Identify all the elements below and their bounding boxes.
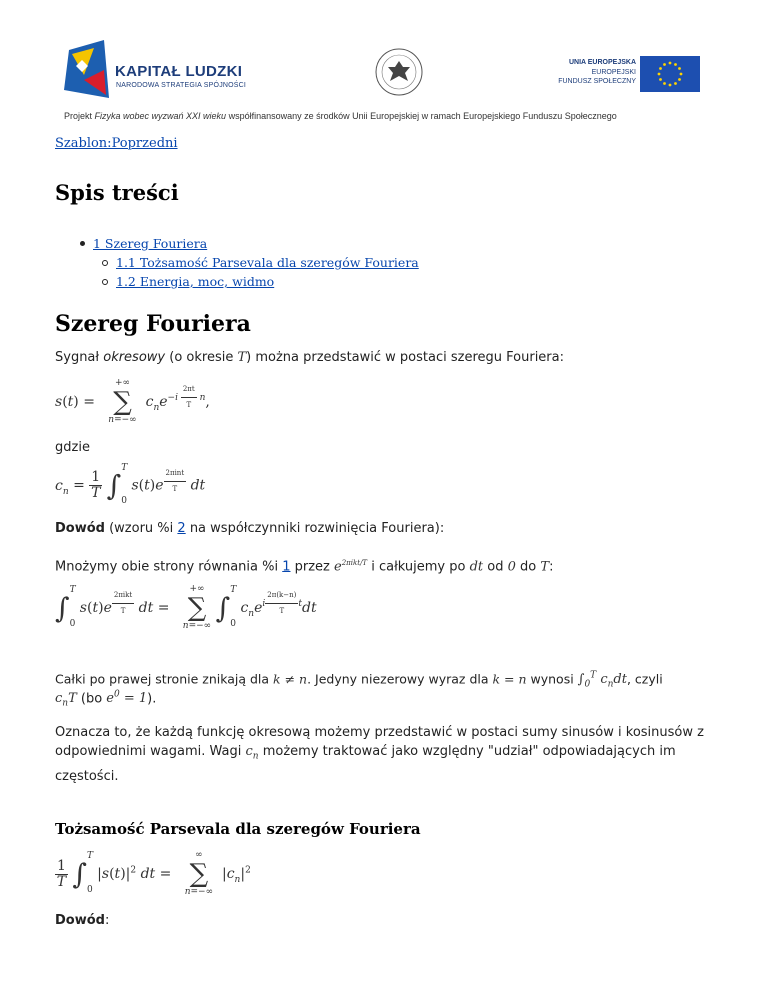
- integrals-paragraph-line1: Całki po prawej stronie znikają dla k ≠ n. Jedyny niezerowy wyraz dla k = n wynosi $\int_0^T$ $c_ndt$, czyli: [55, 671, 663, 690]
- eu-flag: [640, 56, 700, 92]
- kapital-ludzki-subtitle: NARODOWA STRATEGIA SPÓJNOŚCI: [116, 82, 247, 89]
- intro-paragraph: Sygnał okresowy (o okresie T) można przedstawić w postaci szeregu Fouriera:: [55, 350, 564, 365]
- where-text: gdzie: [55, 440, 90, 455]
- meaning-paragraph: Oznacza to, że każdą funkcję okresową możemy przedstawić w postaci sumy sinusów i kosinusów z odpowiednimi wagami. Wagi $c_n$ możemy traktować jako względny "udział" odpowiadających im częstości.: [55, 725, 704, 784]
- toc-link-szereg-fouriera[interactable]: 1 Szereg Fouriera: [93, 236, 208, 251]
- table-of-contents: [80, 234, 419, 291]
- toc-item: [80, 234, 419, 253]
- proof-paragraph: Dowód (wzoru %i 2 na współczynniki rozwinięcia Fouriera):: [55, 521, 445, 536]
- section-heading-szereg-fouriera: Szereg Fouriera: [55, 311, 251, 337]
- multiply-paragraph: Mnożymy obie strony równania %i 1 przez $e^{2\pi ikt/T}$ i całkujemy po dt od 0 do T:: [55, 559, 554, 575]
- equation-integral-expansion: ∫$^T_0$ s(t)e $^{\frac{\text{2πikt}}{T}}$ dt = +∞ ∑ n=−∞ ∫$^T_0$ $c_ne^{i \frac{2\pi(k-n)}{T} t}dt$: [55, 584, 317, 631]
- section-heading-parseval: Tożsamość Parsevala dla szeregów Fouriera: [55, 820, 421, 838]
- project-funding-line: Projekt Fizyka wobec wyzwań XXI wieku współfinansowany ze środków Unii Europejskiej w ramach Europejskiego Funduszu Społecznego: [64, 111, 617, 121]
- toc-link-parseval[interactable]: 1.1 Tożsamość Parsevala dla szeregów Fouriera: [116, 255, 419, 270]
- equation-fourier-series: s(t) = +∞ ∑ n=−∞ $c_ne^{-i \frac{2\pi t}{T} n}$,: [55, 378, 210, 425]
- university-seal: [374, 47, 424, 97]
- toc-item: [80, 272, 419, 291]
- equation-ref-2[interactable]: 2: [177, 521, 186, 536]
- integrals-paragraph-line2: $c_nT$ (bo $e^0 = 1$).: [55, 690, 157, 709]
- template-previous-link[interactable]: Szablon:Poprzedni: [55, 136, 178, 151]
- equation-parseval: $\frac{1}{T}$ ∫$^T_0$ $|s(t)|^2$ dt = ∞ ∑ n=−∞ $|c_n|^2$: [56, 850, 251, 897]
- equation-ref-1[interactable]: 1: [282, 559, 291, 575]
- toc-heading: Spis treści: [55, 180, 179, 205]
- toc-link-energia[interactable]: 1.2 Energia, moc, widmo: [116, 274, 275, 289]
- parseval-proof-label: Dowód:: [55, 913, 110, 928]
- eu-label: UNIA EUROPEJSKA EUROPEJSKI FUNDUSZ SPOŁECZNY: [558, 59, 636, 85]
- toc-item: [80, 253, 419, 272]
- kapital-ludzki-title: KAPITAŁ LUDZKI: [115, 63, 243, 80]
- equation-coefficients: $c_n$ = $\frac{1}{T}$ ∫$^T_0$ s(t)e $^{\frac{\text{2πint}}{T}}$ dt: [55, 463, 206, 507]
- project-banner: [0, 0, 768, 130]
